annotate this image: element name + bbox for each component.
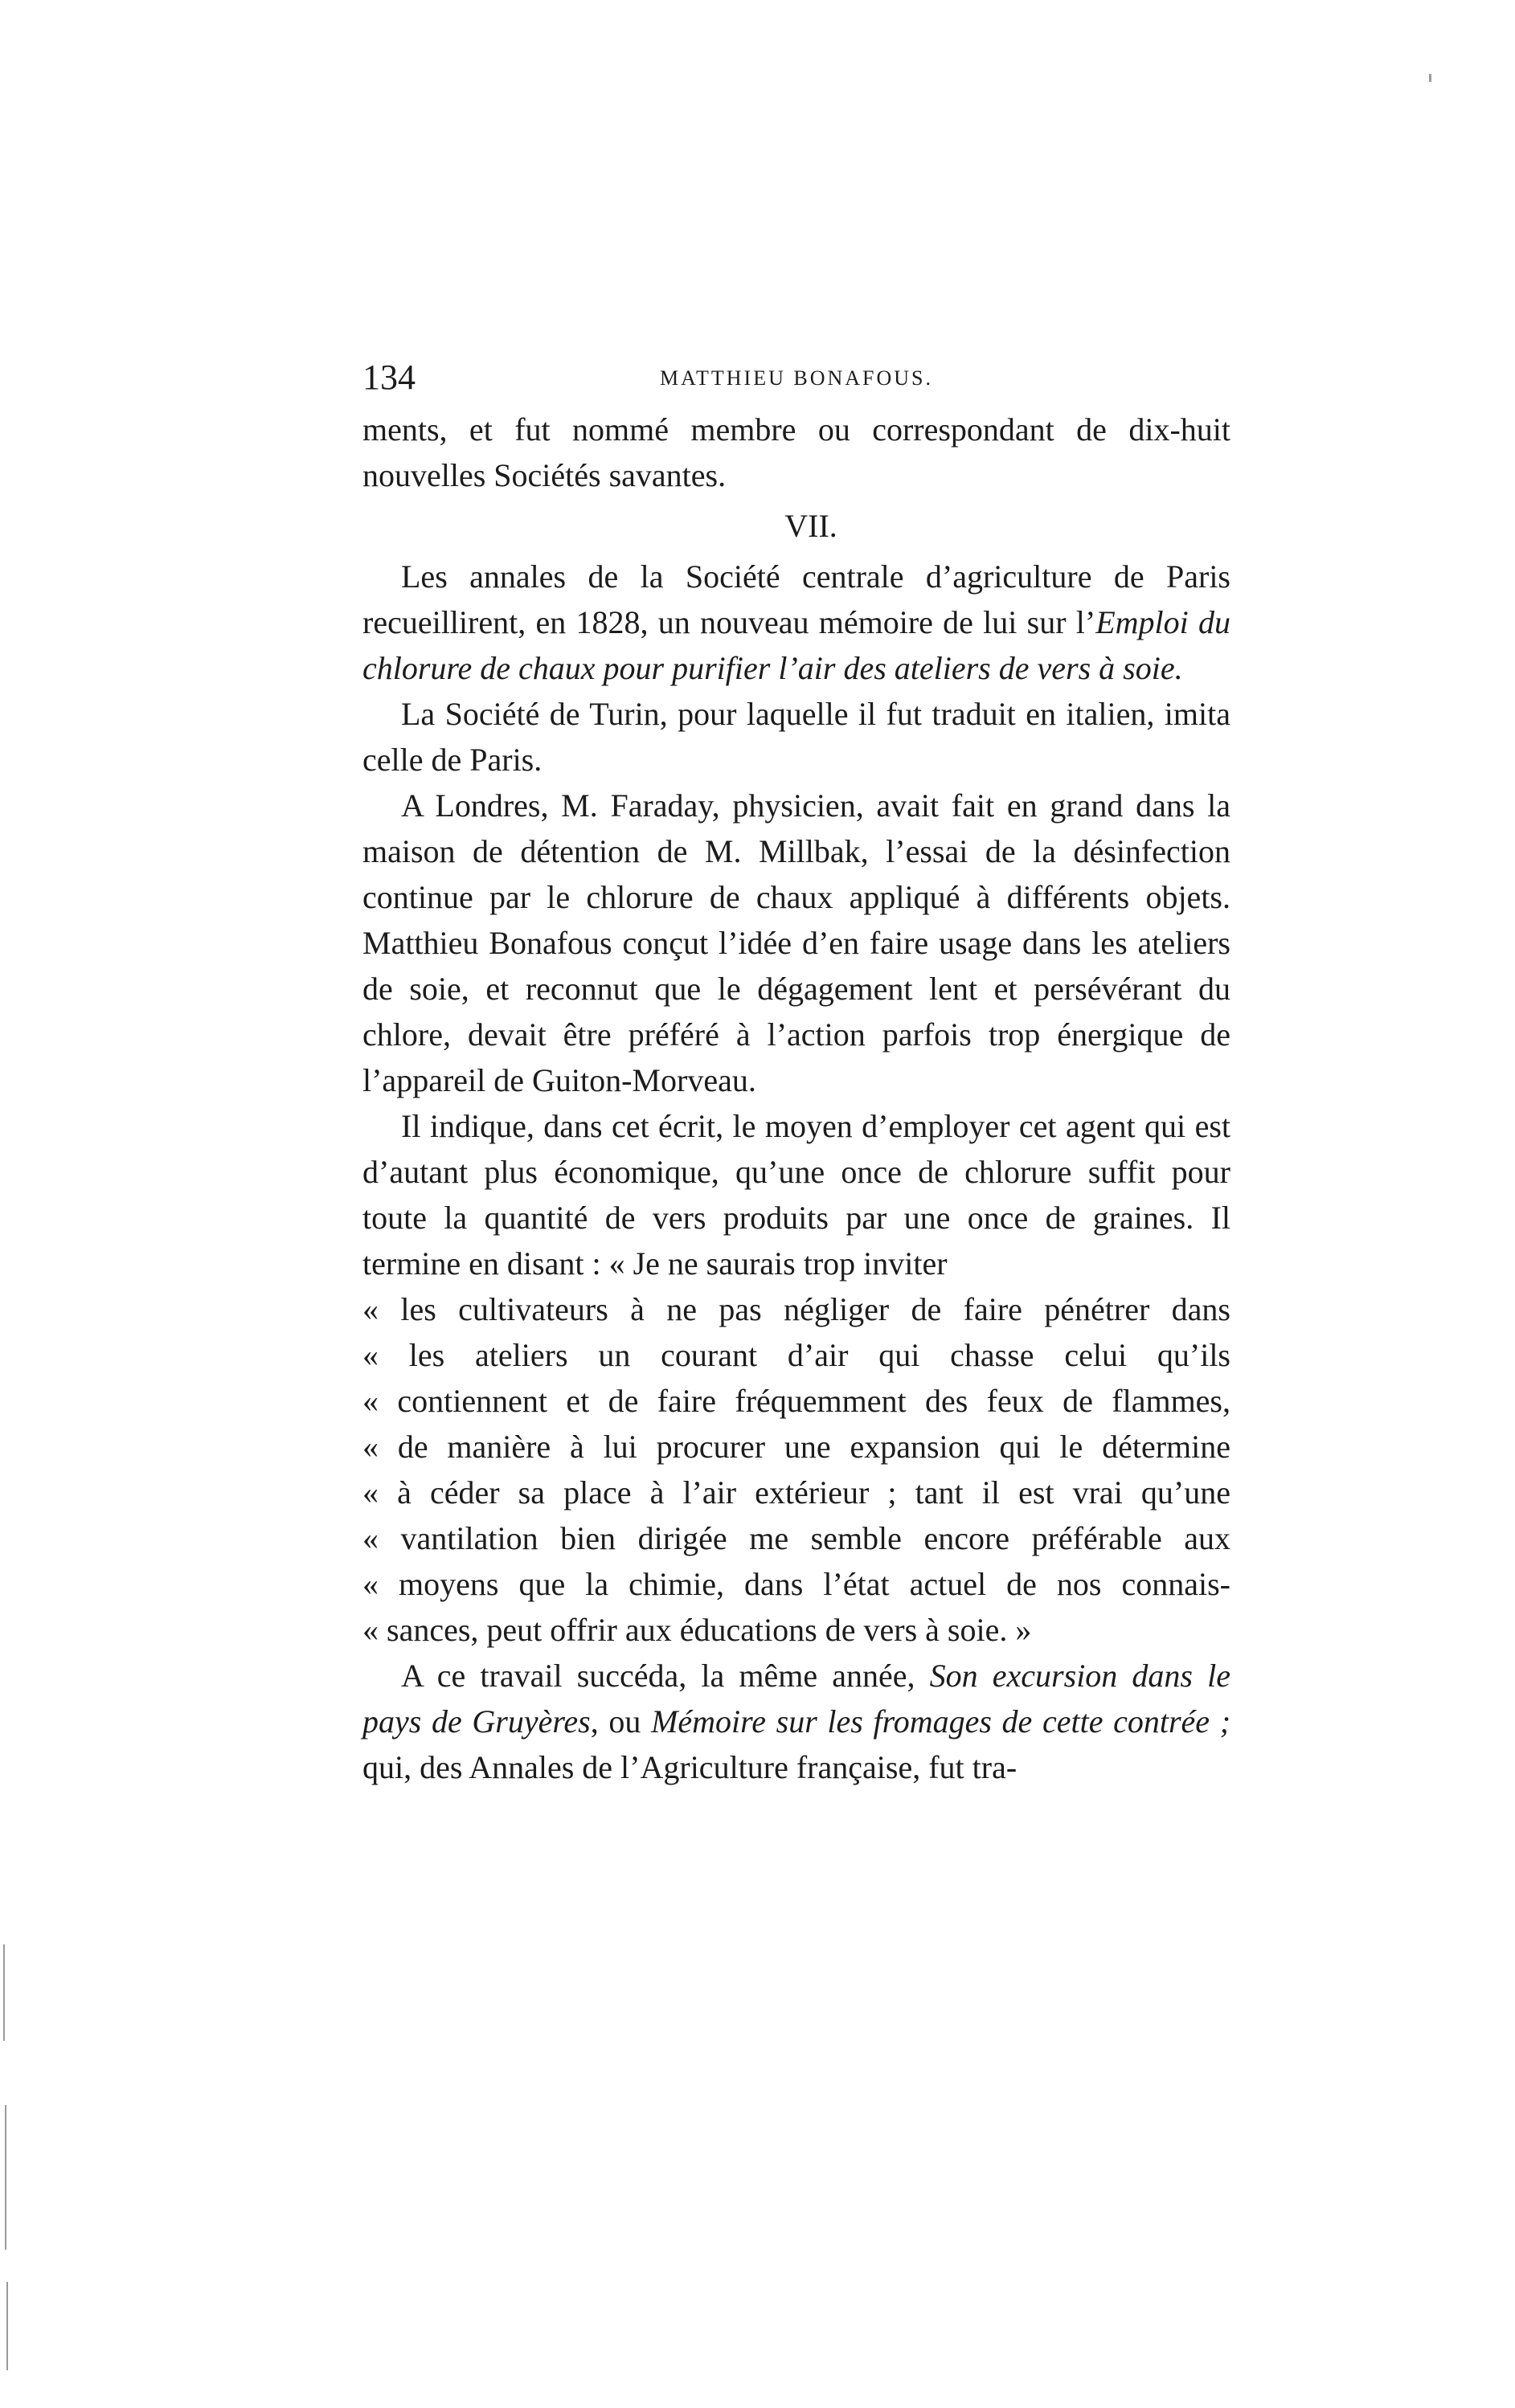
- page-header: [362, 354, 1230, 402]
- paragraph-indique: [362, 1103, 1230, 1286]
- quote-line: « les cultivateurs à ne pas négliger de faire pénétrer dans: [362, 1291, 1230, 1327]
- running-title: MATTHIEU BONAFOUS.: [659, 366, 933, 390]
- paragraph-turin: La Société de Turin, pour laquelle il fut traduit en italien, imita celle de Paris.: [362, 696, 1230, 778]
- quote-line: « contiennent et de faire fréquemment des feux de flammes,: [362, 1383, 1230, 1419]
- paragraph-text: A ce travail succéda, la même année,: [401, 1658, 930, 1694]
- paragraph-annales: [362, 554, 1230, 691]
- quote-line: « vantilation bien dirigée me semble encore préférable aux: [362, 1520, 1230, 1556]
- scan-mark: [3, 1944, 5, 2041]
- quote-line: « moyens que la chimie, dans l’état actuel de nos connais-: [362, 1566, 1230, 1602]
- paragraph-londres: A Londres, M. Faraday, physicien, avait fait en grand dans la maison de détention de M. Millbak, l’essai de la désinfection continue par le chlorure de chaux appliqué à différents objets. Matthieu Bonafous conçut l’idée d’en faire usage dans les ateliers de soie, et reconnut que le dégagement lent et persévérant du chlore, devait être préféré à l’action parfois trop énergique de l’appareil de Guiton-Morveau.: [362, 787, 1230, 1098]
- quote-line: « de manière à lui procurer une expansion qui le détermine: [362, 1429, 1230, 1465]
- work-title: Mémoire sur les fromages de cette contrée ;: [651, 1703, 1231, 1740]
- page-number: 134: [362, 358, 416, 397]
- scan-mark: [5, 2105, 6, 2250]
- paragraph-text: Il indique, dans cet écrit, le moyen d’employer cet agent qui est d’autant plus économique, qu’une once de chlorure suffit pour toute la quantité de vers produits par une once de graines. Il termine en disant : « Je ne saurais trop inviter: [362, 1108, 1230, 1282]
- quotation: [362, 1286, 1230, 1653]
- scan-mark: [6, 2282, 8, 2370]
- section-heading: VII.: [784, 508, 837, 544]
- continuation-paragraph: ments, et fut nommé membre ou correspondant de dix-huit nouvelles Sociétés savantes.: [362, 411, 1230, 493]
- work-title: Son excursion dans le pays de Gruyères: [362, 1658, 1230, 1740]
- paragraph-text: Les annales de la Société centrale d’agriculture de Paris recueillirent, en 1828, un nouveau mémoire de lui sur l’: [362, 558, 1230, 640]
- body-text: [362, 407, 1230, 1790]
- paragraph-travail: [362, 1653, 1230, 1790]
- quote-line: « les ateliers un courant d’air qui chasse celui qu’ils: [362, 1337, 1230, 1373]
- scan-mark: [1429, 74, 1431, 82]
- quote-line: « sances, peut offrir aux éducations de vers à soie. »: [362, 1612, 1032, 1648]
- memoir-title: Emploi du chlorure de chaux pour purifier l’air des ateliers de vers à soie.: [362, 604, 1230, 686]
- paragraph-text: qui, des Annales de l’Agriculture française, fut tra-: [362, 1749, 1018, 1785]
- paragraph-text: , ou: [590, 1703, 652, 1740]
- quote-line: « à céder sa place à l’air extérieur ; tant il est vrai qu’une: [362, 1474, 1230, 1511]
